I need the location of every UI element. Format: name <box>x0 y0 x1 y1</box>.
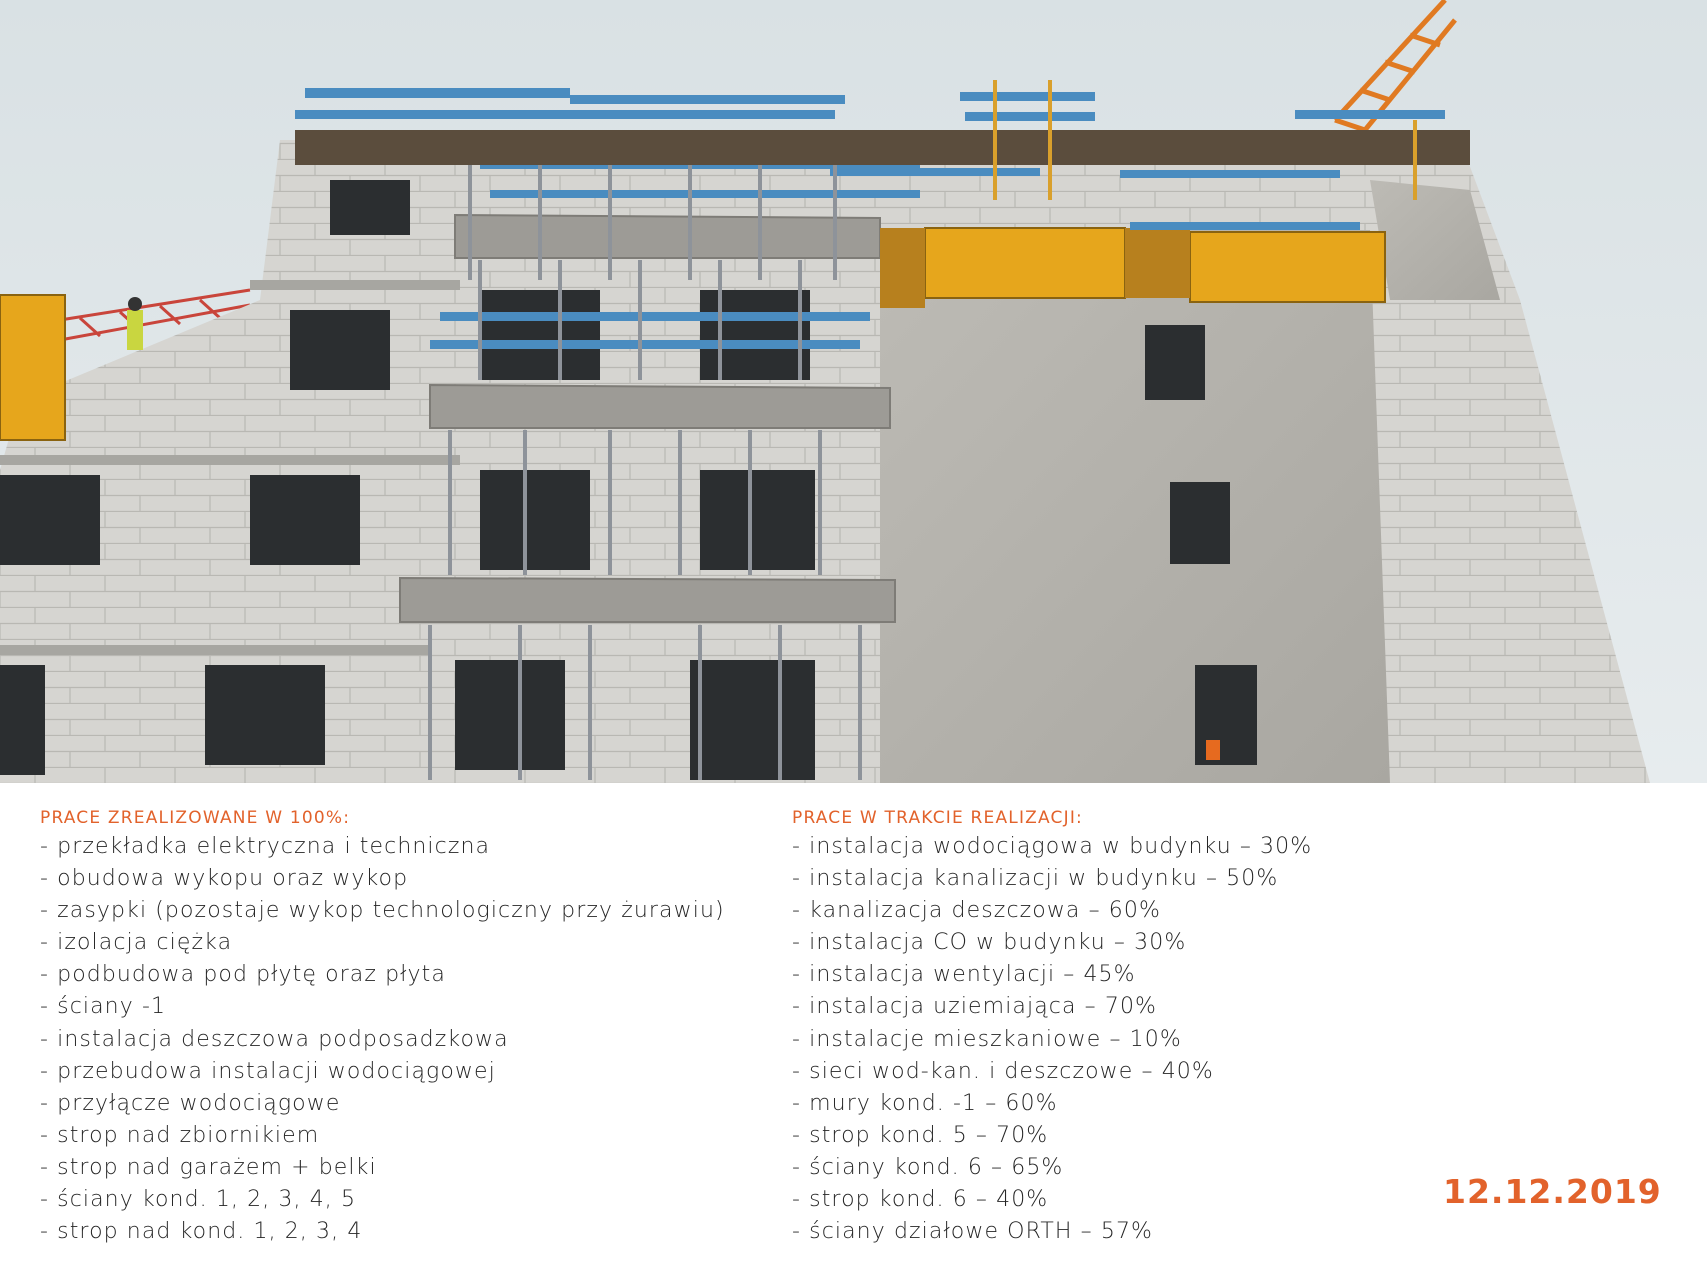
list-item: - izolacja ciężka <box>40 930 233 956</box>
list-item: - strop nad garażem + belki <box>40 1154 377 1180</box>
list-item: - ściany działowe ORTH – 57% <box>792 1219 1154 1245</box>
list-item: - instalacja CO w budynku – 30% <box>792 930 1187 956</box>
list-item: - strop kond. 5 – 70% <box>792 1122 1049 1148</box>
completed-works-heading: PRACE ZREALIZOWANE W 100%: <box>40 808 351 828</box>
list-item: - mury kond. -1 – 60% <box>792 1090 1058 1116</box>
list-item: - instalacja kanalizacji w budynku – 50% <box>792 866 1279 892</box>
list-item: - ściany -1 <box>40 994 167 1020</box>
in-progress-works-section <box>792 807 1552 1248</box>
list-item: - strop kond. 6 – 40% <box>792 1187 1049 1213</box>
list-item: - instalacja deszczowa podposadzkowa <box>40 1026 509 1052</box>
list-item: - instalacja wodociągowa w budynku – 30% <box>792 834 1313 859</box>
list-item: - ściany kond. 6 – 65% <box>792 1154 1064 1180</box>
list-item: - sieci wod-kan. i deszczowe – 40% <box>792 1058 1214 1084</box>
list-item: - strop nad kond. 1, 2, 3, 4 <box>40 1219 363 1245</box>
list-item: - przyłącze wodociągowe <box>40 1090 341 1116</box>
list-item: - przebudowa instalacji wodociągowej <box>40 1058 496 1084</box>
list-item: - podbudowa pod płytę oraz płyta <box>40 962 446 988</box>
list-item: - zasypki (pozostaje wykop technologiczny przy żurawiu) <box>40 898 725 924</box>
list-item: - instalacja uziemiająca – 70% <box>792 994 1158 1020</box>
list-item: - obudowa wykopu oraz wykop <box>40 866 409 892</box>
report-date: 12.12.2019 <box>1443 1172 1662 1211</box>
list-item: - instalacja wentylacji – 45% <box>792 962 1136 988</box>
list-item: - przekładka elektryczna i techniczna <box>40 834 491 859</box>
completed-works-section <box>40 807 780 1248</box>
in-progress-works-heading: PRACE W TRAKCIE REALIZACJI: <box>792 808 1083 828</box>
in-progress-works-list <box>792 831 1552 1248</box>
list-item: - ściany kond. 1, 2, 3, 4, 5 <box>40 1187 357 1213</box>
list-item: - strop nad zbiornikiem <box>40 1122 320 1148</box>
list-item: - instalacje mieszkaniowe – 10% <box>792 1026 1182 1052</box>
list-item: - kanalizacja deszczowa – 60% <box>792 898 1162 924</box>
completed-works-list <box>40 831 780 1248</box>
